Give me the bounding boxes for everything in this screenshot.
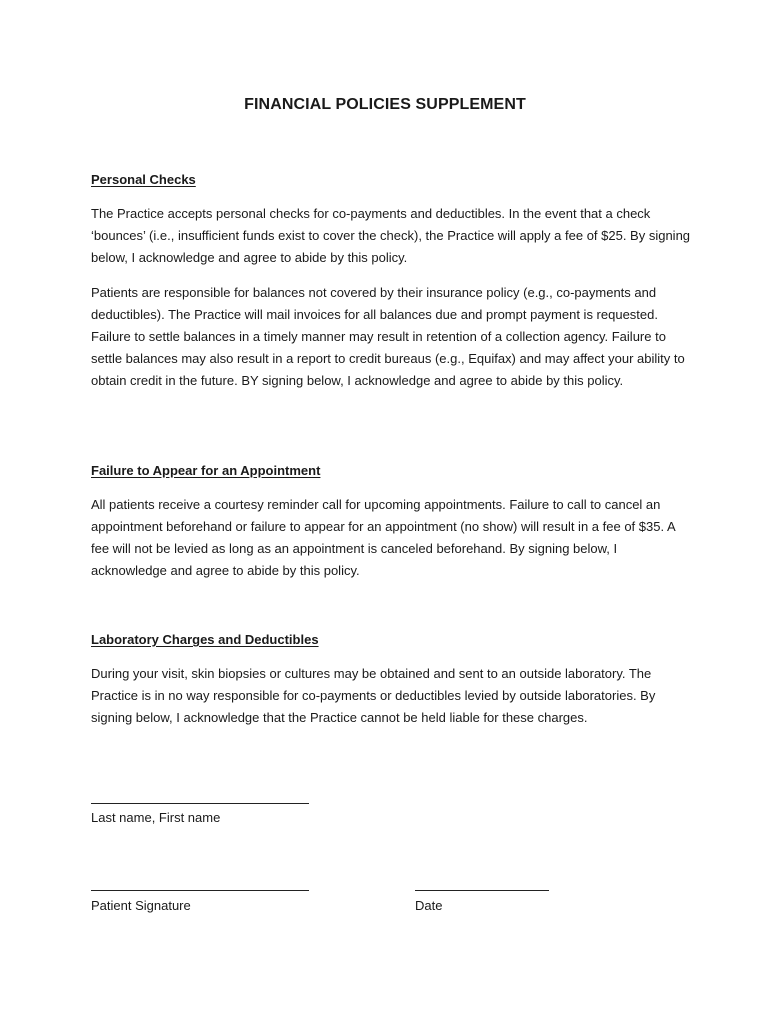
name-field-label: Last name, First name bbox=[91, 810, 221, 825]
document-title: FINANCIAL POLICIES SUPPLEMENT bbox=[244, 96, 526, 113]
section-heading-laboratory-charges: Laboratory Charges and Deductibles bbox=[91, 632, 319, 647]
date-field-label: Date bbox=[415, 898, 443, 913]
section-heading-personal-checks: Personal Checks bbox=[91, 172, 196, 187]
patient-signature-label: Patient Signature bbox=[91, 898, 191, 913]
laboratory-charges-paragraph: During your visit, skin biopsies or cultures may be obtained and sent to an outside laboratory. The Practice is in no way responsible for co-payments or deductibles levied by outside laboratories. By signing below, I acknowledge that the Practice cannot be held liable for these charges. bbox=[91, 666, 656, 725]
date-signature-line[interactable] bbox=[415, 890, 549, 891]
failure-to-appear-paragraph: All patients receive a courtesy reminder call for upcoming appointments. Failure to call to cancel an appointment beforehand or failure to appear for an appointment (no show) will result in a fee of $35. A fee will not be levied as long as an appointment is canceled beforehand. By signing below, I acknowledge and agree to abide by this policy. bbox=[91, 497, 675, 578]
name-signature-line[interactable] bbox=[91, 803, 309, 804]
patient-signature-line[interactable] bbox=[91, 890, 309, 891]
section-heading-failure-to-appear: Failure to Appear for an Appointment bbox=[91, 463, 321, 478]
personal-checks-paragraph-1: The Practice accepts personal checks for co-payments and deductibles. In the event that a check ‘bounces’ (i.e., insufficient funds exist to cover the check), the Practice will apply a fee of $25. By signing below, I acknowledge and agree to abide by this policy. bbox=[91, 206, 691, 265]
personal-checks-paragraph-2: Patients are responsible for balances not covered by their insurance policy (e.g., co-payments and deductibles). The Practice will mail invoices for all balances due and prompt payment is requested. Failure to settle balances in a timely manner may result in retention of a collection agency. Failure to settle balances may also result in a report to credit bureaus (e.g., Equifax) and may affect your ability to obtain credit in the future. BY signing below, I acknowledge and agree to abide by this policy. bbox=[91, 285, 685, 388]
